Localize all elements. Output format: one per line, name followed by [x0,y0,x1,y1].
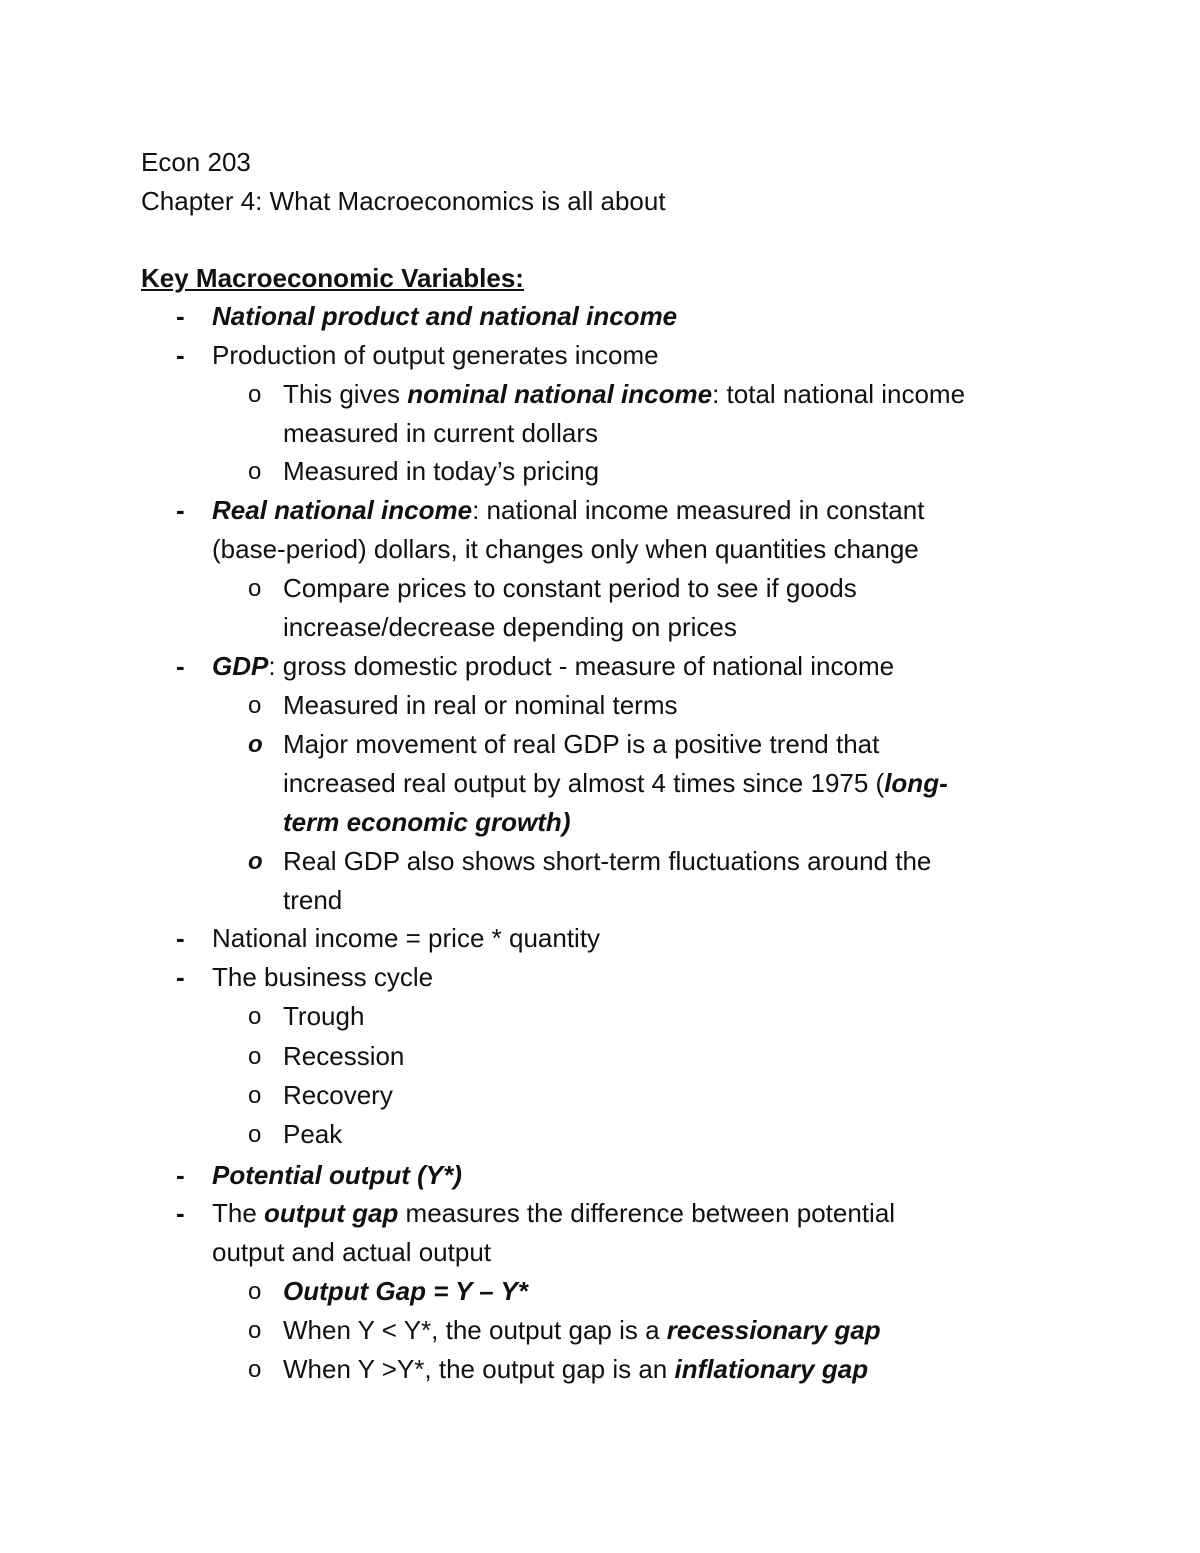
sub-item-todays-pricing: Measured in today’s pricing [283,456,600,486]
list-item-production-output: Production of output generates income [212,340,659,370]
sub-item-text: When Y >Y*, the output gap is an [283,1354,675,1384]
list-item-output-gap [212,1194,895,1233]
dash-bullet: - [176,923,185,953]
item-text: : national income measured in constant [472,495,925,525]
item-continuation: output and actual output [212,1237,492,1267]
circle-bullet: o [248,1082,262,1109]
sub-item-text: When Y < Y*, the output gap is a [283,1315,667,1345]
sub-item-continuation: increase/decrease depending on prices [283,612,737,642]
item-continuation: (base-period) dollars, it changes only when quantities change [212,534,919,564]
term-gdp: GDP [212,651,269,681]
circle-bullet: o [248,575,262,602]
list-item-potential-output: Potential output (Y*) [212,1160,462,1190]
circle-bullet: o [248,1317,262,1344]
dash-bullet: - [176,651,185,681]
item-text: measures the difference between potential [398,1198,896,1228]
sub-item-recession: Recession [283,1041,405,1071]
sub-item-output-gap-formula: Output Gap = Y – Y* [283,1276,528,1306]
list-item-business-cycle: The business cycle [212,962,434,992]
circle-bullet: o [248,1043,262,1070]
circle-bullet: o [248,458,262,485]
item-text: : gross domestic product - measure of national income [268,651,895,681]
dash-bullet: - [176,340,185,370]
sub-item-inflationary-gap [283,1350,868,1389]
circle-bullet: o [248,381,262,408]
term-output-gap: output gap [264,1198,399,1228]
sub-item-continuation: measured in current dollars [283,418,599,448]
chapter-title: Chapter 4: What Macroeconomics is all about [141,186,666,216]
term-inflationary-gap: inflationary gap [674,1354,869,1384]
list-item-real-national-income [212,491,924,530]
dash-bullet: - [176,301,185,331]
list-item-national-income-formula: National income = price * quantity [212,923,601,953]
circle-bullet: o [248,848,263,875]
sub-item-nominal-income [283,375,965,414]
sub-item-continuation: trend [283,885,343,915]
sub-item-compare-prices: Compare prices to constant period to see if goods [283,573,857,603]
circle-bullet: o [248,1356,262,1383]
sub-item-text: : total national income [712,379,966,409]
term-recessionary-gap: recessionary gap [666,1315,881,1345]
dash-bullet: - [176,1198,185,1228]
circle-bullet: o [248,731,263,758]
circle-bullet: o [248,1003,262,1030]
item-text: The [212,1198,265,1228]
sub-item-text: This gives [283,379,408,409]
dash-bullet: - [176,962,185,992]
term-economic-growth: term economic growth) [283,807,571,837]
list-item-gdp [212,647,894,686]
sub-item-real-or-nominal: Measured in real or nominal terms [283,690,678,720]
sub-item-trough: Trough [283,1001,365,1031]
term-nominal-national-income: nominal national income [407,379,713,409]
list-item-national-product: National product and national income [212,301,678,331]
sub-item-peak: Peak [283,1119,343,1149]
sub-item-major-movement: Major movement of real GDP is a positive trend that [283,729,880,759]
sub-item-text: increased real output by almost 4 times since 1975 ( [283,768,885,798]
term-real-national-income: Real national income [212,495,473,525]
section-heading: Key Macroeconomic Variables: [141,263,524,293]
sub-item-short-term-fluctuations: Real GDP also shows short-term fluctuations around the [283,846,932,876]
sub-item-recessionary-gap [283,1311,881,1350]
dash-bullet: - [176,1160,185,1190]
dash-bullet: - [176,495,185,525]
circle-bullet: o [248,692,262,719]
sub-item-continuation [283,764,948,803]
circle-bullet: o [248,1121,262,1148]
sub-item-recovery: Recovery [283,1080,393,1110]
term-long-term: long- [884,768,948,798]
circle-bullet: o [248,1278,262,1305]
course-title: Econ 203 [141,147,251,177]
